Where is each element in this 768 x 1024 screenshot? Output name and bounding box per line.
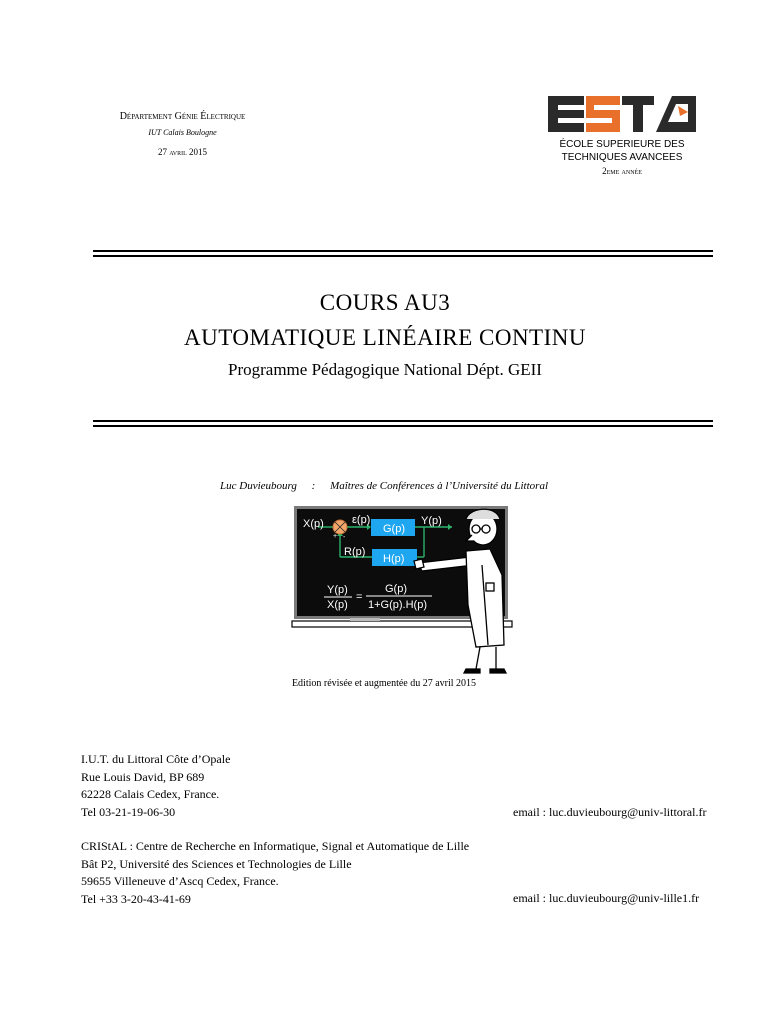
- error-label: ε(p): [352, 514, 371, 526]
- esta-logo: [548, 96, 696, 132]
- address-phone: Tel 03-21-19-06-30: [81, 804, 176, 819]
- document-date: 27 avril 2015: [157, 147, 208, 158]
- input-label: X(p): [303, 518, 324, 530]
- plus-sign: +: [333, 533, 338, 540]
- school-name: IUT Calais Boulogne: [148, 127, 217, 137]
- header-right: [540, 138, 704, 178]
- school-year: 2eme année: [602, 166, 642, 176]
- output-label: Y(p): [421, 515, 442, 527]
- school-line-1: ÉCOLE SUPERIEURE DES: [559, 139, 685, 150]
- rule-top-1: [93, 250, 713, 252]
- address-iut: [81, 751, 230, 821]
- address-line: Bât P2, Université des Sciences et Technologies de Lille: [81, 856, 352, 871]
- department-name: Département Génie Électrique: [119, 111, 246, 122]
- rule-bottom-2: [93, 425, 713, 427]
- minus-sign: -: [343, 534, 346, 541]
- address-line: Rue Louis David, BP 689: [81, 769, 205, 784]
- address-phone: Tel +33 3-20-43-41-69: [81, 891, 191, 906]
- blackboard-illustration: [290, 505, 520, 677]
- edition-note: Edition révisée et augmentée du 27 avril 2015: [291, 678, 477, 689]
- address-line: CRIStAL : Centre de Recherche en Informatique, Signal et Automatique de Lille: [81, 839, 470, 853]
- chalk-eraser: [350, 618, 380, 621]
- author-role: Maîtres de Conférences à l’Université du Littoral: [330, 480, 548, 492]
- address-cristal: [81, 838, 469, 908]
- formula-right-denominator: 1+G(p).H(p): [368, 599, 427, 611]
- forward-block-label: G(p): [383, 523, 405, 535]
- course-code: COURS AU3: [319, 290, 451, 315]
- course-subtitle: Programme Pédagogique National Dépt. GEII: [228, 360, 542, 379]
- address-line: 62228 Calais Cedex, France.: [81, 787, 220, 802]
- email-cristal: email : luc.duvieubourg@univ-lille1.fr: [513, 891, 700, 905]
- formula-left-denominator: X(p): [327, 599, 348, 611]
- email-iut: email : luc.duvieubourg@univ-littoral.fr: [513, 805, 707, 819]
- address-line: I.U.T. du Littoral Côte d’Opale: [81, 752, 231, 766]
- author-separator: :: [311, 480, 316, 492]
- feedback-signal-label: R(p): [344, 546, 366, 558]
- course-title: AUTOMATIQUE LINÉAIRE CONTINU: [184, 325, 586, 350]
- header-left: [70, 110, 295, 159]
- rule-top-2: [93, 255, 713, 257]
- author-name: Luc Duvieubourg: [220, 480, 297, 492]
- rule-bottom-1: [93, 420, 713, 422]
- address-line: 59655 Villeneuve d’Ascq Cedex, France.: [81, 874, 279, 889]
- formula-right-numerator: G(p): [385, 583, 407, 595]
- feedback-block-label: H(p): [383, 553, 405, 565]
- formula-left-numerator: Y(p): [327, 584, 348, 596]
- formula-equals: =: [356, 591, 363, 603]
- school-line-2: TECHNIQUES AVANCEES: [561, 152, 683, 163]
- author-line: [0, 480, 768, 492]
